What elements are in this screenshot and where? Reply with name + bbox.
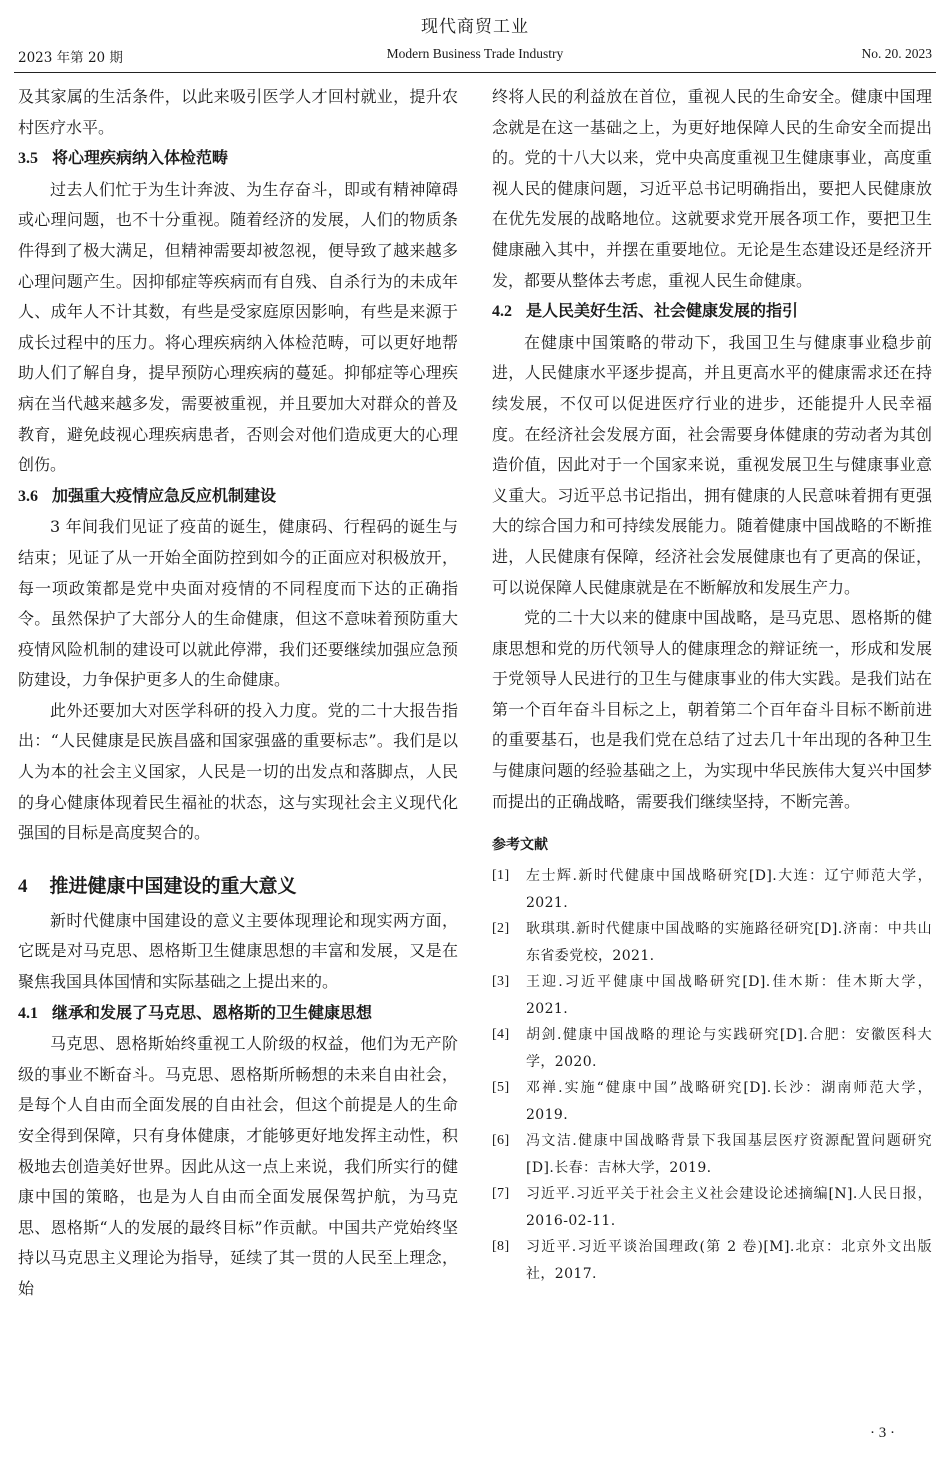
section-number: 3.5 (18, 150, 38, 168)
section-heading-4 (18, 871, 458, 902)
paragraph: 党的二十大以来的健康中国战略，是马克思、恩格斯的健康思想和党的历代领导人的健康理念的辩证统一，形成和发展于党领导人民进行的卫生与健康事业的伟大实践。是我们站在第一个百年奋斗目标之上，朝着第二个百年奋斗目标不断前进的重要基石，也是我们党在总结了过去几十年出现的各种卫生与健康问题的经验基础之上，为实现中华民族伟大复兴中国梦而提出的正确战略，需要我们继续坚持，不断完善。 (492, 608, 932, 811)
section-heading-3-6 (18, 481, 458, 513)
section-title: 加强重大疫情应急反应机制建设 (52, 485, 277, 505)
reference-number: [4] (492, 1027, 510, 1043)
left-column (18, 82, 458, 1305)
reference-text: 王迎.习近平健康中国战略研究[D].佳木斯：佳木斯大学，2021. (526, 974, 932, 1017)
references-heading: 参考文献 (492, 837, 548, 854)
reference-item (492, 1128, 932, 1181)
page-number: · 3 · (870, 1425, 895, 1441)
reference-text: 耿琪琪.新时代健康中国战略的实施路径研究[D].济南：中共山东省委党校，2021. (526, 921, 932, 964)
section-number: 3.6 (18, 487, 38, 505)
section-title: 将心理疾病纳入体检范畴 (52, 148, 229, 168)
reference-text: 邓禅.实施“健康中国”战略研究[D].长沙：湖南师范大学，2019. (526, 1080, 932, 1123)
section-title: 继承和发展了马克思、恩格斯的卫生健康思想 (52, 1002, 373, 1022)
reference-text: 左士辉.新时代健康中国战略研究[D].大连：辽宁师范大学，2021. (526, 868, 932, 911)
section-heading-3-5 (18, 143, 458, 175)
reference-number: [5] (492, 1080, 510, 1096)
paragraph: 3 年间我们见证了疫苗的诞生，健康码、行程码的诞生与结束；见证了从一开始全面防控到如今的正面应对积极放开，每一项政策都是党中央面对疫情的不同程度而下达的正确指令。虽然保护了大部分人的生命健康，但这不意味着预防重大疫情风险机制的建设可以就此停滞，我们还要继续加强应急预防建设，力争保护更多人的生命健康。 (18, 517, 458, 690)
reference-text: 习近平.习近平关于社会主义社会建设论述摘编[N].人民日报，2016-02-11. (526, 1186, 932, 1229)
reference-list (492, 863, 932, 1287)
journal-title: 现代商贸工业 (421, 17, 529, 37)
reference-item (492, 969, 932, 1022)
reference-text: 习近平.习近平谈治国理政(第 2 卷)[M].北京：北京外文出版社，2017. (526, 1239, 932, 1282)
section-number: 4.2 (492, 303, 512, 321)
page-header (0, 0, 950, 72)
reference-number: [1] (492, 868, 510, 884)
journal-title-en: Modern Business Trade Industry (386, 46, 564, 61)
paragraph: 在健康中国策略的带动下，我国卫生与健康事业稳步前进，人民健康水平逐步提高，并且更高水平的健康需求还在持续发展，不仅可以促进医疗行业的进步，还能提升人民幸福度。在经济社会发展方面，社会需要身体健康的劳动者为其创造价值，因此对于一个国家来说，重视发展卫生与健康事业意义重大。习近平总书记指出，拥有健康的人民意味着拥有更强大的综合国力和可持续发展能力。随着健康中国战略的不断推进，人民健康有保障，经济社会发展健康也有了更高的保证，可以说保障人民健康就是在不断解放和发展生产力。 (492, 332, 932, 597)
paragraph: 此外还要加大对医学科研的投入力度。党的二十大报告指出：“人民健康是民族昌盛和国家强盛的重要标志”。我们是以人为本的社会主义国家，人民是一切的出发点和落脚点，人民的身心健康体现着民生福祉的状态，这与实现社会主义现代化强国的目标是高度契合的。 (18, 700, 458, 843)
reference-number: [7] (492, 1186, 510, 1202)
issue-number-cn: 2023 年第 20 期 (18, 50, 123, 66)
issue-number-en: No. 20. 2023 (861, 46, 932, 61)
reference-item (492, 916, 932, 969)
right-column (492, 82, 932, 1287)
section-title: 推进健康中国建设的重大意义 (49, 874, 297, 897)
section-heading-4-2 (492, 296, 932, 328)
reference-number: [2] (492, 921, 510, 937)
reference-number: [8] (492, 1239, 510, 1255)
paragraph: 过去人们忙于为生计奔波、为生存奋斗，即或有精神障碍或心理问题，也不十分重视。随着经济的发展，人们的物质条件得到了极大满足，但精神需要却被忽视，便导致了越来越多心理问题产生。因抑郁症等疾病而有自残、自杀行为的未成年人、成年人不计其数，有些是受家庭原因影响，有些是来源于成长过程中的压力。将心理疾病纳入体检范畴，可以更好地帮助人们了解自身，提早预防心理疾病的蔓延。抑郁症等心理疾病在当代越来越多发，需要被重视，并且要加大对群众的普及教育，避免歧视心理疾病患者，否则会对他们造成更大的心理创伤。 (18, 179, 458, 475)
paragraph: 及其家属的生活条件，以此来吸引医学人才回村就业，提升农村医疗水平。 (18, 87, 458, 137)
paragraph: 终将人民的利益放在首位，重视人民的生命安全。健康中国理念就是在这一基础之上，为更好地保障人民的生命安全而提出的。党的十八大以来，党中央高度重视卫生健康事业，高度重视人民的健康问题，习近平总书记明确指出，要把人民健康放在优先发展的战略地位。这就要求党开展各项工作，要把卫生健康融入其中，并摆在重要地位。无论是生态建设还是经济开发，都要从整体去考虑，重视人民生命健康。 (492, 87, 932, 290)
section-heading-4-1 (18, 998, 458, 1030)
paragraph: 马克思、恩格斯始终重视工人阶级的权益，他们为无产阶级的事业不断奋斗。马克思、恩格斯所畅想的未来自由社会，是每个人自由而全面发展的自由社会，但这个前提是人的生命安全得到保障，只有身体健康，才能够更好地发挥主动性，积极地去创造美好世界。因此从这一点上来说，我们所实行的健康中国的策略，也是为人自由而全面发展保驾护航，为马克思、恩格斯“人的发展的最终目标”作贡献。中国共产党始终坚持以马克思主义理论为指导，延续了其一贯的人民至上理念，始 (18, 1034, 458, 1298)
reference-item (492, 1022, 932, 1075)
reference-item (492, 1234, 932, 1287)
header-rule (14, 72, 936, 73)
reference-text: 胡剑.健康中国战略的理论与实践研究[D].合肥：安徽医科大学，2020. (526, 1027, 932, 1070)
reference-number: [6] (492, 1133, 510, 1149)
reference-text: 冯文洁.健康中国战略背景下我国基层医疗资源配置问题研究[D].长春：吉林大学，2019. (526, 1133, 932, 1176)
section-title: 是人民美好生活、社会健康发展的指引 (526, 301, 799, 321)
reference-number: [3] (492, 974, 510, 990)
section-number: 4 (18, 875, 28, 897)
paragraph: 新时代健康中国建设的意义主要体现理论和现实两方面，它既是对马克思、恩格斯卫生健康思想的丰富和发展，又是在聚焦我国具体国情和实际基础之上提出来的。 (18, 910, 458, 992)
reference-item (492, 1181, 932, 1234)
reference-item (492, 1075, 932, 1128)
section-number: 4.1 (18, 1004, 38, 1022)
reference-item (492, 863, 932, 916)
